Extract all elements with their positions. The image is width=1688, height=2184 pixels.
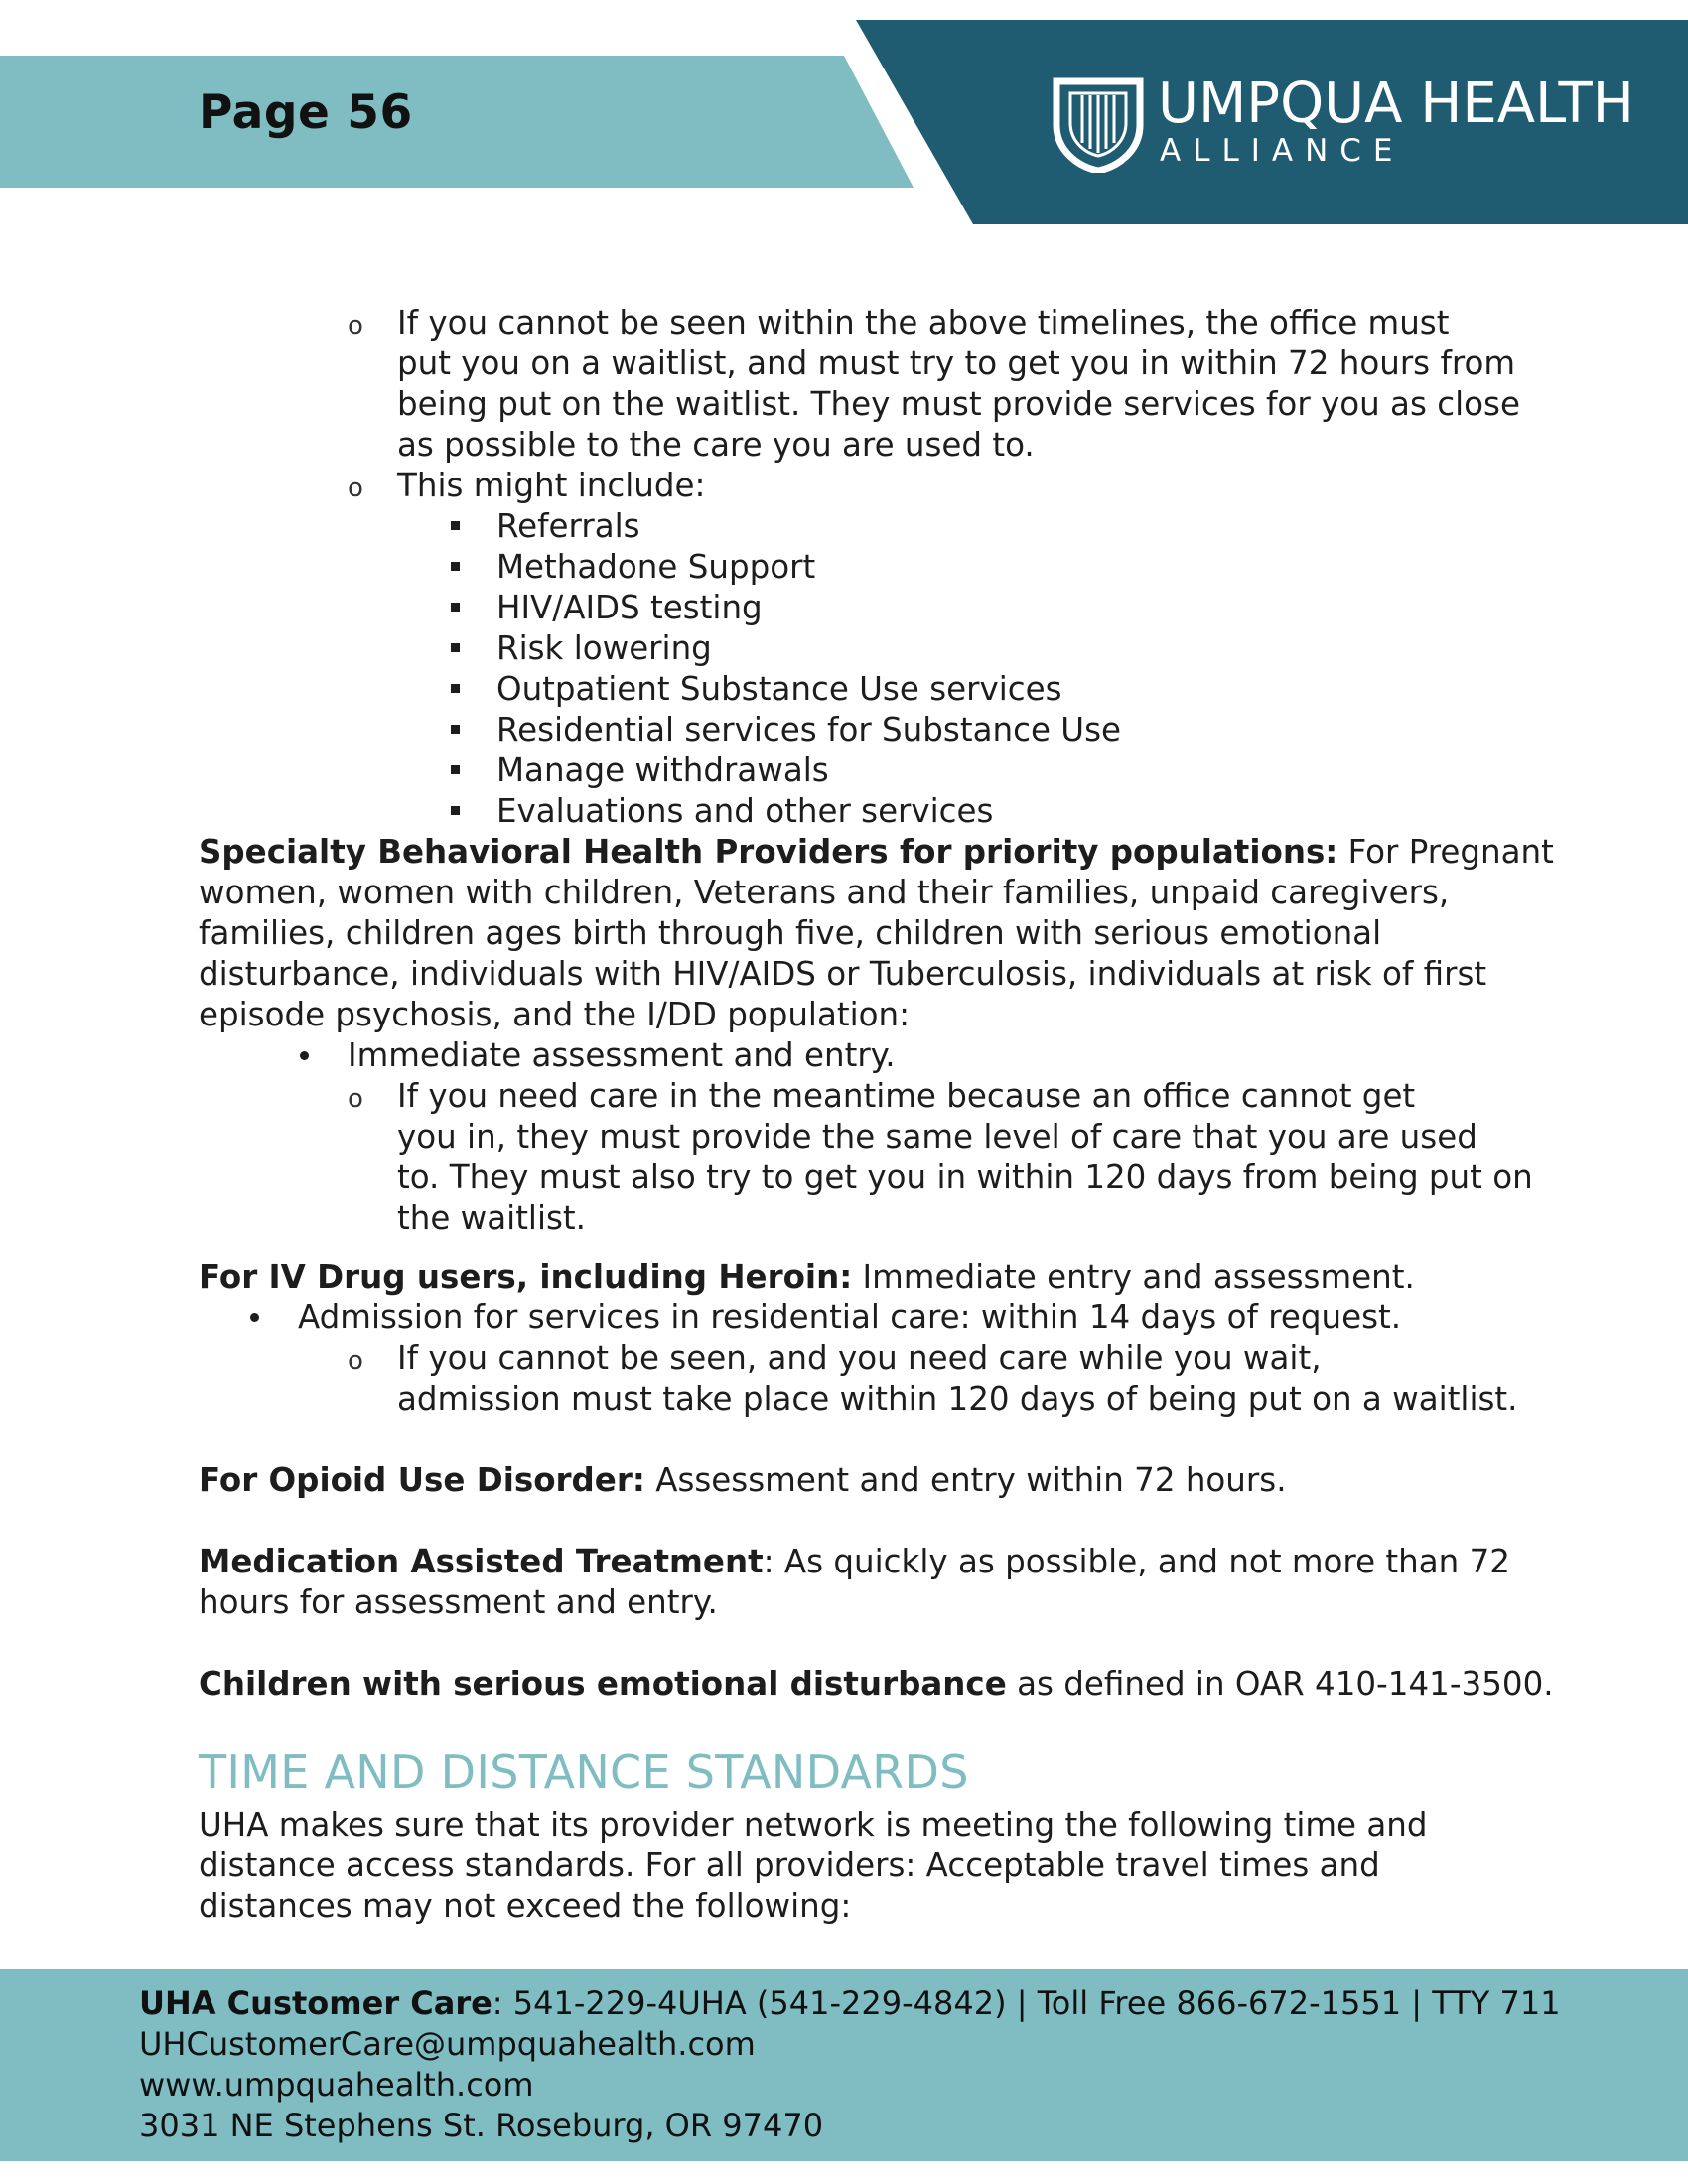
square-bullet-icon [451,806,460,815]
circle-bullet-icon: o [348,474,363,503]
umpqua-health-logo [1049,71,1644,179]
list-item: Residential services for Substance Use [496,711,1122,749]
square-bullet-icon [451,521,460,530]
iv-heading: For IV Drug users, including Heroin: [199,1258,853,1296]
list-item: Risk lowering [496,629,712,667]
priority-heading: Specialty Behavioral Health Providers for priority populations: [199,833,1338,871]
text-line: episode psychosis, and the I/DD population: [199,996,911,1033]
text-line: This might include: [397,467,706,504]
children-paragraph [199,1664,1554,1705]
text-line: you in, they must provide the same level of care that you are used [397,1118,1477,1156]
list-item: Immediate assessment and entry. [348,1036,896,1074]
iv-paragraph [199,1257,1415,1297]
priority-text: For Pregnant [1337,833,1554,871]
text-line: hours for assessment and entry. [199,1583,718,1621]
text-line: being put on the waitlist. They must provide services for you as close [397,385,1520,423]
list-item: Methadone Support [496,548,816,586]
square-bullet-icon [451,603,460,612]
list-item: Manage withdrawals [496,751,829,789]
opioid-paragraph [199,1460,1287,1501]
footer [0,1969,1688,2161]
section-title: TIME AND DISTANCE STANDARDS [199,1745,969,1799]
list-item: HIV/AIDS testing [496,589,763,626]
header-band [0,56,914,188]
mat-heading: Medication Assisted Treatment [199,1543,764,1580]
text-line: as possible to the care you are used to. [397,426,1035,464]
customer-care-line [139,1983,1561,2024]
mat-text: : As quickly as possible, and not more than 72 [763,1543,1510,1580]
round-bullet-icon [300,1051,309,1060]
logo-subtitle: ALLIANCE [1160,133,1405,169]
list-item: Admission for services in residential care: within 14 days of request. [298,1298,1402,1336]
text-line: to. They must also try to get you in within 120 days from being put on [397,1159,1533,1196]
circle-bullet-icon: o [348,1084,363,1114]
square-bullet-icon [451,725,460,734]
list-item: Referrals [496,507,640,545]
square-bullet-icon [451,765,460,774]
list-item: Evaluations and other services [496,792,994,830]
round-bullet-icon [250,1313,259,1322]
circle-bullet-icon: o [348,1346,363,1376]
text-line: women, women with children, Veterans and their families, unpaid caregivers, [199,874,1450,911]
text-line: disturbance, individuals with HIV/AIDS or Tuberculosis, individuals at risk of first [199,955,1487,993]
text-line: If you cannot be seen, and you need care while you wait, [397,1339,1322,1377]
text-line: If you cannot be seen within the above timelines, the office must [397,304,1450,341]
mat-paragraph [199,1542,1510,1582]
logo-wordmark: UMPQUA HEALTH [1158,71,1634,136]
footer-website[interactable]: www.umpquahealth.com [139,2066,534,2104]
footer-email[interactable]: UHCustomerCare@umpquahealth.com [139,2025,756,2063]
text-line: distance access standards. For all providers: Acceptable travel times and [199,1846,1380,1884]
shield-logo-icon [1049,73,1148,173]
square-bullet-icon [451,643,460,652]
customer-care-label: UHA Customer Care [139,1984,492,2022]
customer-care-phones: : 541-229-4UHA (541-229-4842) | Toll Free 866-672-1551 | TTY 711 [492,1984,1561,2022]
text-line: families, children ages birth through five, children with serious emotional [199,914,1382,952]
priority-paragraph [199,832,1554,873]
list-item: Outpatient Substance Use services [496,670,1062,708]
opioid-heading: For Opioid Use Disorder: [199,1461,645,1499]
children-text: as defined in OAR 410-141-3500. [1006,1665,1554,1703]
text-line: distances may not exceed the following: [199,1887,852,1925]
text-line: admission must take place within 120 days of being put on a waitlist. [397,1380,1518,1418]
opioid-text: Assessment and entry within 72 hours. [644,1461,1287,1499]
iv-text: Immediate entry and assessment. [852,1258,1415,1296]
text-line: the waitlist. [397,1199,587,1237]
text-line: put you on a waitlist, and must try to get you in within 72 hours from [397,344,1516,382]
children-heading: Children with serious emotional disturbance [199,1665,1007,1703]
text-line: UHA makes sure that its provider network is meeting the following time and [199,1806,1428,1843]
footer-address: 3031 NE Stephens St. Roseburg, OR 97470 [139,2107,824,2144]
square-bullet-icon [451,684,460,693]
text-line: If you need care in the meantime because an office cannot get [397,1077,1416,1115]
square-bullet-icon [451,562,460,571]
page-number: Page 56 [199,85,413,140]
circle-bullet-icon: o [348,311,363,341]
